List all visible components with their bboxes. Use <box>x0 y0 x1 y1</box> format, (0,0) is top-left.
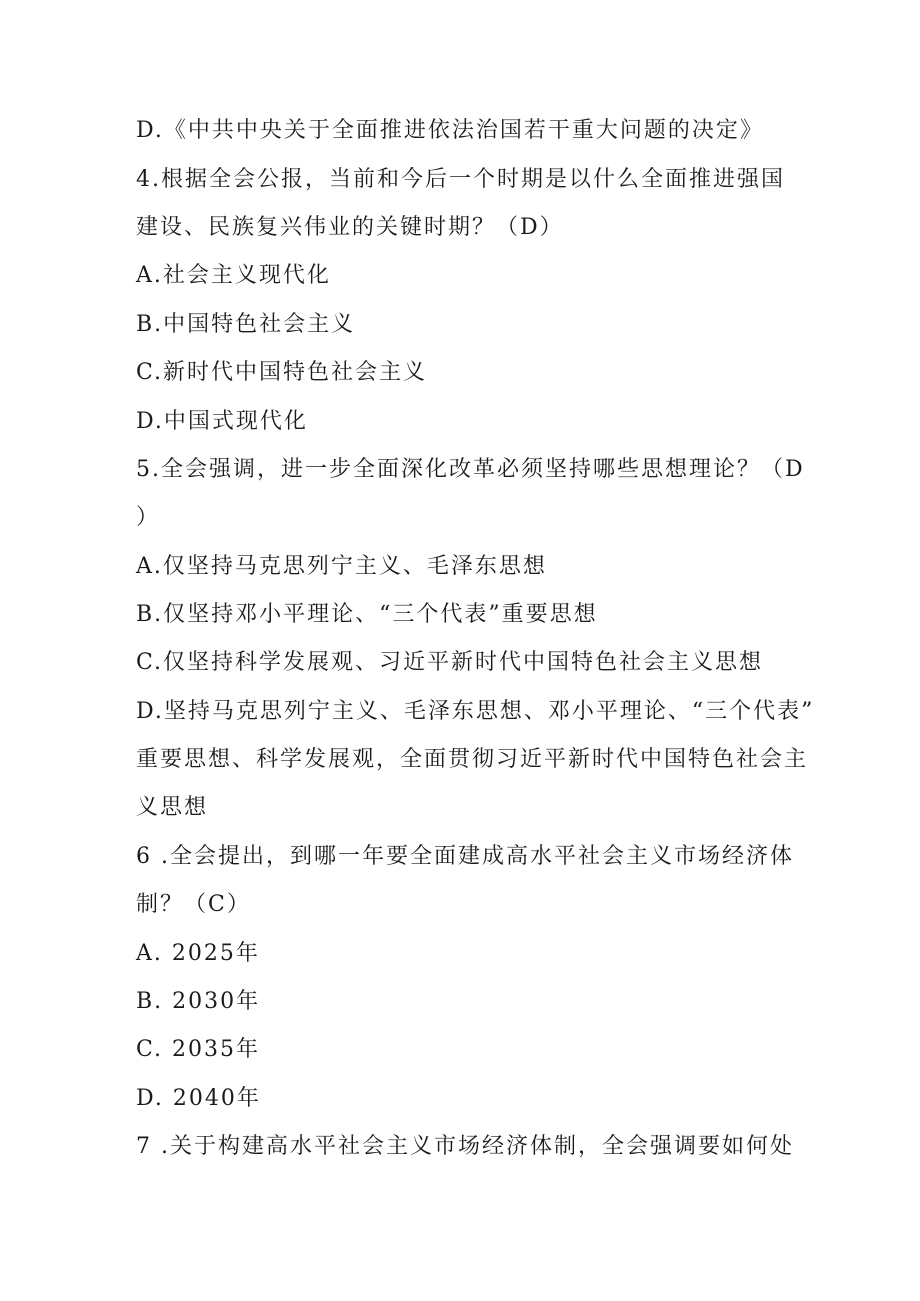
q4-question-line-2: 建设、民族复兴伟业的关键时期？（D） <box>136 215 564 240</box>
q4-option-c: C.新时代中国特色社会主义 <box>136 360 428 385</box>
q6-option-c: C. 2035年 <box>136 1037 261 1062</box>
q4-option-d: D.中国式现代化 <box>136 409 308 434</box>
q3-option-d: D.《中共中央关于全面推进依法治国若干重大问题的决定》 <box>136 118 764 143</box>
q4-question-line-1: 4.根据全会公报，当前和今后一个时期是以什么全面推进强国 <box>136 167 785 192</box>
q7-question-line-1: 7 .关于构建高水平社会主义市场经济体制，全会强调要如何处 <box>136 1134 794 1159</box>
q6-question-line-1: 6 .全会提出，到哪一年要全面建成高水平社会主义市场经济体 <box>136 844 794 869</box>
q5-option-a: A.仅坚持马克思列宁主义、毛泽东思想 <box>136 554 547 579</box>
q4-option-a: A.社会主义现代化 <box>136 263 331 288</box>
q5-question-line-2: ） <box>136 505 161 530</box>
q6-question-line-2: 制？（C） <box>136 892 251 917</box>
q4-option-b: B.中国特色社会主义 <box>136 312 356 337</box>
q5-question-line-1: 5.全会强调，进一步全面深化改革必须坚持哪些思想理论？（D <box>136 457 805 482</box>
q6-option-d: D. 2040年 <box>136 1086 261 1111</box>
q6-option-a: A. 2025年 <box>136 941 260 966</box>
q5-option-d-line-3: 义思想 <box>136 795 209 820</box>
q5-option-d-line-2: 重要思想、科学发展观，全面贯彻习近平新时代中国特色社会主 <box>136 747 809 772</box>
q5-option-b: B.仅坚持邓小平理论、“三个代表”重要思想 <box>136 602 598 627</box>
q5-option-c: C.仅坚持科学发展观、习近平新时代中国特色社会主义思想 <box>136 650 764 675</box>
q6-option-b: B. 2030年 <box>136 989 261 1014</box>
q5-option-d-line-1: D.坚持马克思列宁主义、毛泽东思想、邓小平理论、“三个代表” <box>136 699 815 724</box>
